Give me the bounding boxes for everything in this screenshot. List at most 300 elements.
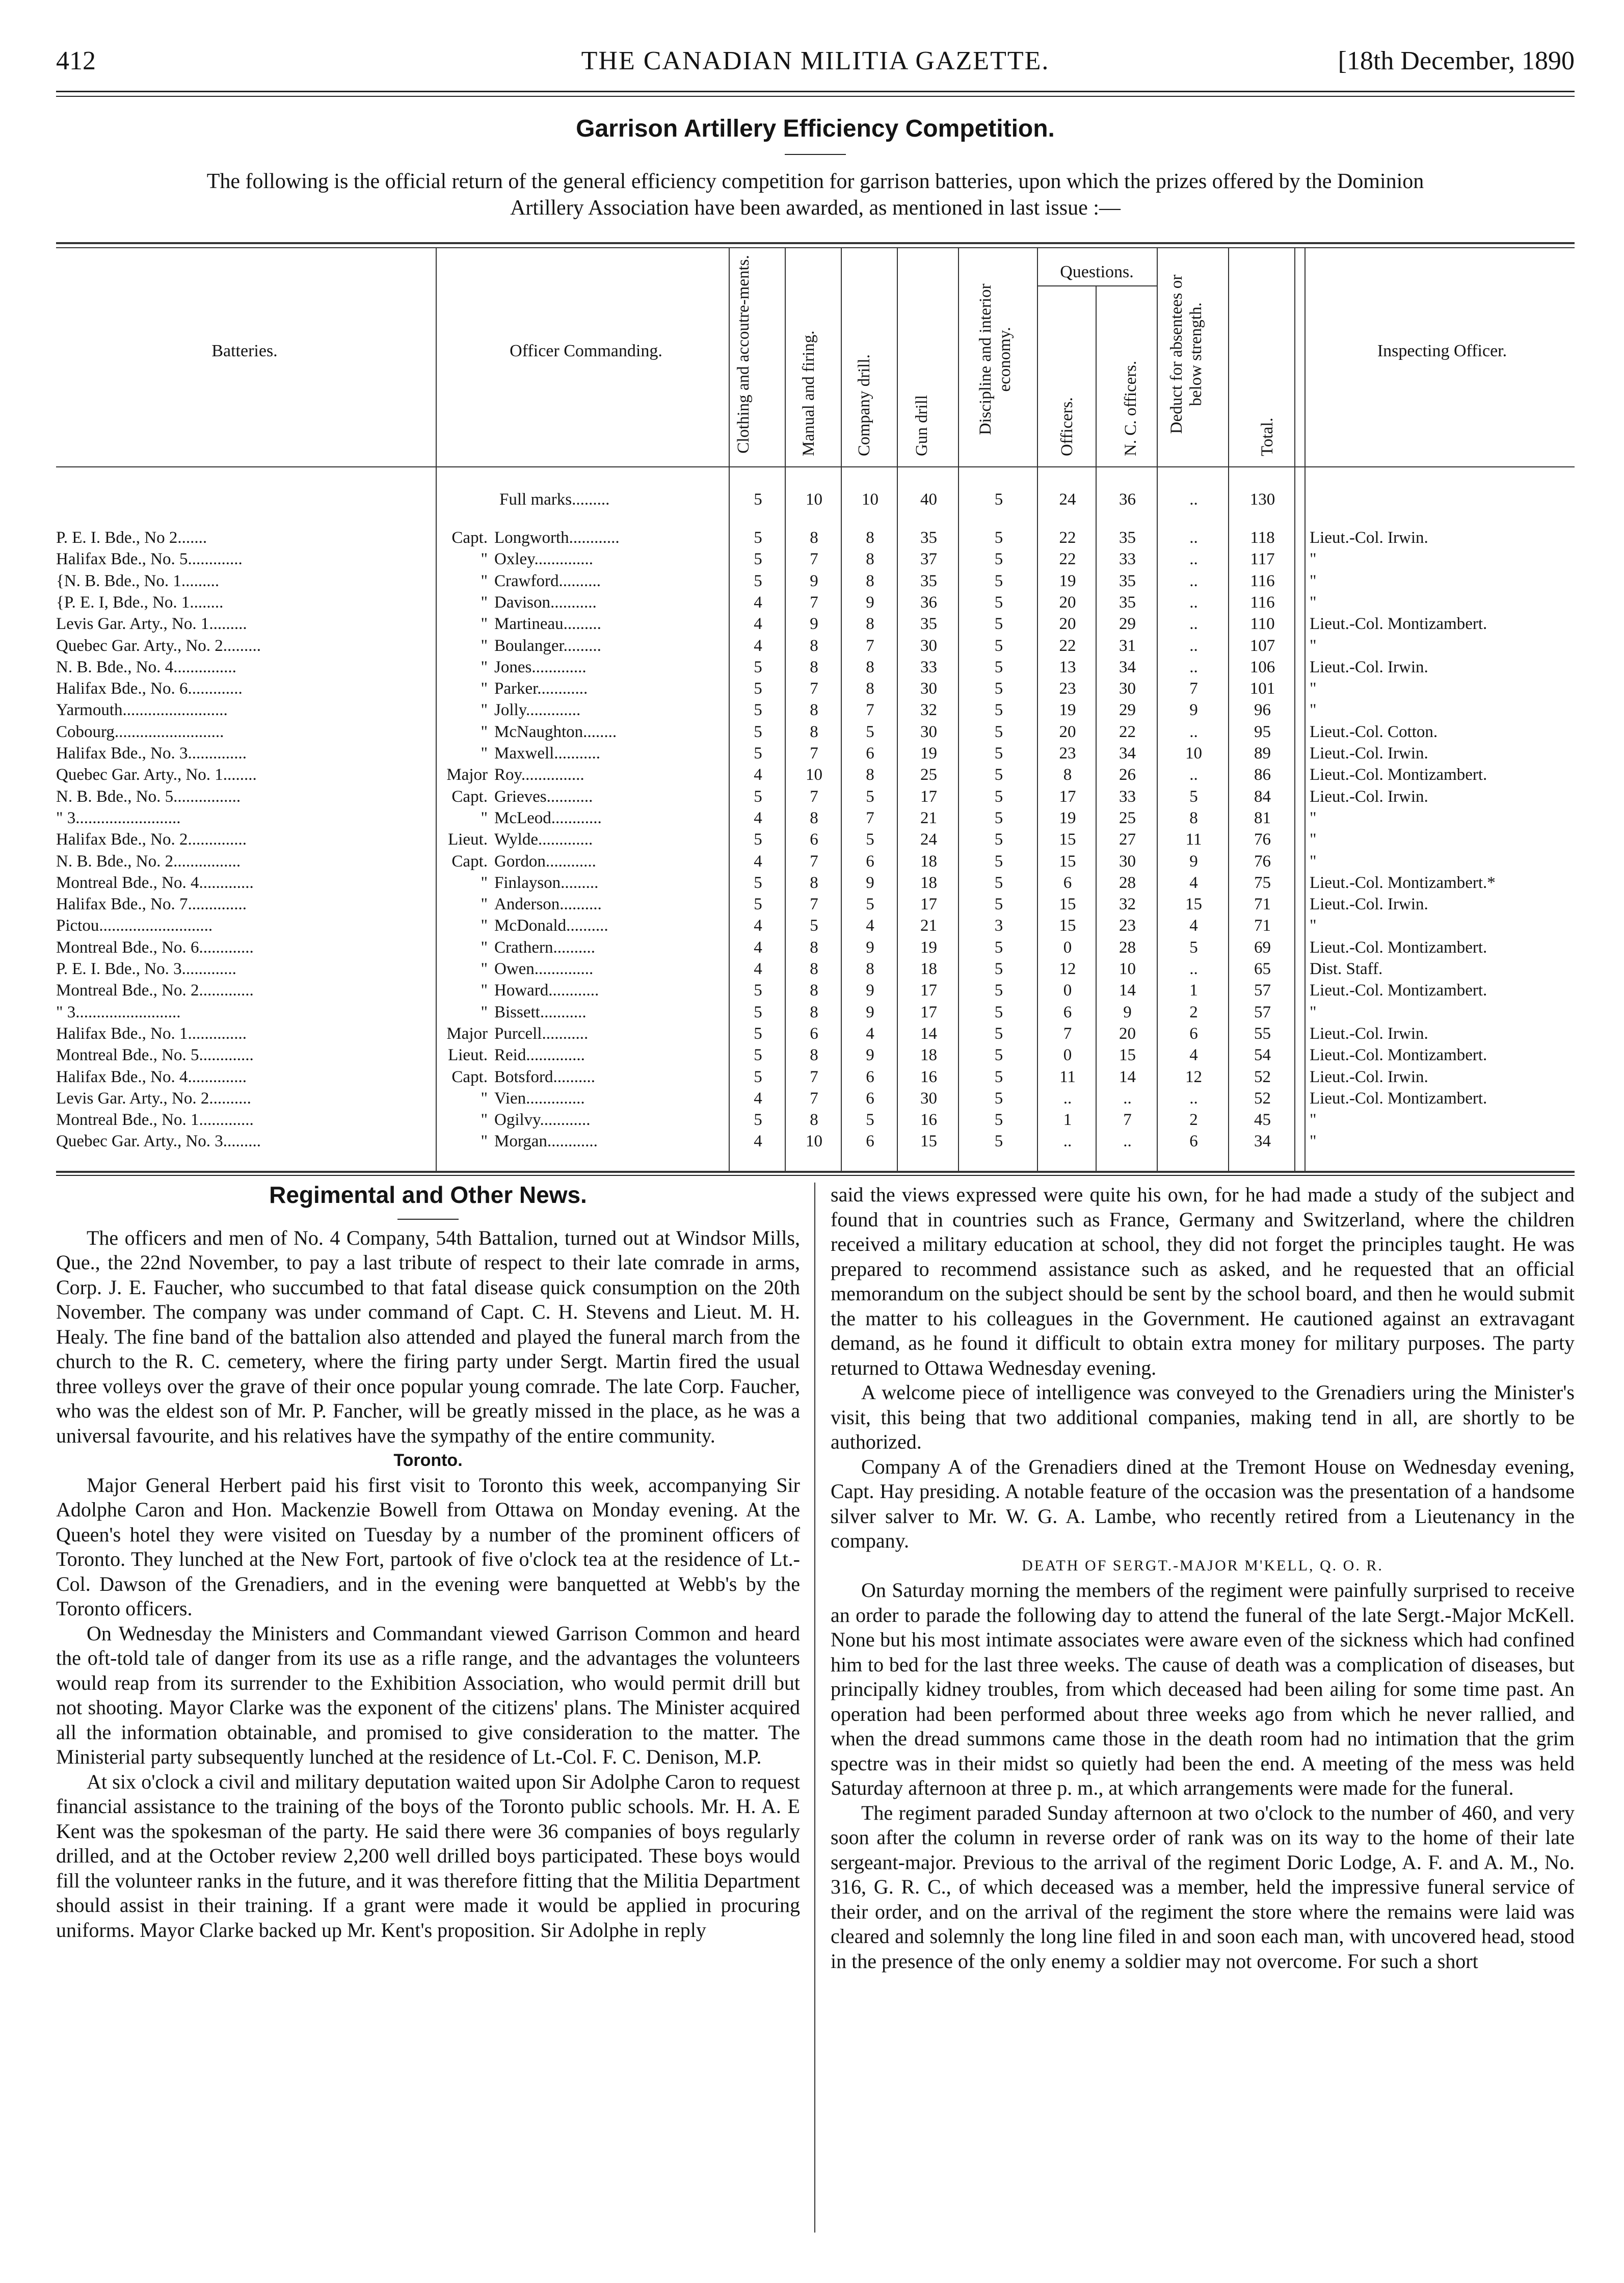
score-value: 7	[810, 679, 818, 698]
score-value: 15	[920, 1132, 937, 1151]
inspecting-officer: Dist. Staff.	[1310, 960, 1383, 978]
officer-name: Botsford..........	[494, 1067, 595, 1086]
header-officer: Officer Commanding.	[510, 342, 662, 360]
score-value: 8	[810, 636, 818, 655]
score-value: 4	[1189, 916, 1198, 935]
score-value: 96	[1254, 701, 1271, 720]
score-value: 9	[866, 1046, 874, 1065]
score-value: 5	[994, 938, 1003, 957]
score-value: 5	[754, 529, 762, 547]
score-value: 5	[994, 895, 1003, 914]
score-value: 5	[994, 701, 1003, 720]
full-marks-value: 24	[1059, 490, 1076, 509]
score-value: 5	[866, 722, 874, 741]
score-value: 8	[866, 529, 874, 547]
score-value: 22	[1119, 722, 1136, 741]
score-value: 4	[1189, 1046, 1198, 1065]
score-value: 81	[1254, 808, 1271, 827]
battery-name: N. B. Bde., No. 2................	[56, 852, 241, 871]
inspecting-officer: "	[1310, 679, 1317, 698]
battery-name: Yarmouth.........................	[56, 701, 228, 720]
table-row	[56, 1045, 1575, 1065]
score-value: 5	[754, 722, 762, 741]
score-value: 31	[1119, 636, 1136, 655]
score-value: 28	[1119, 873, 1136, 892]
score-value: 116	[1250, 593, 1275, 612]
score-value: 116	[1250, 571, 1275, 590]
battery-name: Pictou...........................	[56, 916, 213, 935]
score-value: 118	[1250, 529, 1275, 547]
officer-name: Roy...............	[494, 766, 584, 784]
score-value: 9	[866, 593, 874, 612]
score-value: 23	[1059, 679, 1076, 698]
officer-name: Purcell...........	[494, 1024, 589, 1043]
score-value: 5	[1189, 938, 1198, 957]
score-value: 5	[754, 787, 762, 806]
battery-name: Montreal Bde., No. 1.............	[56, 1111, 254, 1130]
score-value: 19	[1059, 571, 1076, 590]
score-value: ..	[1123, 1132, 1132, 1151]
score-value: 5	[754, 873, 762, 892]
news-paragraph: The regiment paraded Sunday afternoon at two o'clock to the number of 460, and very soon after the column in reverse order of rank was on its way to the home of their late sergeant-major. Previous to the arrival of the regiment Doric Lodge, A. F. and A. M., No. 316, G. R. C., of which deceased was a member, held the impressive funeral service of their order, and on the arrival of the regiment the store where the remains were laid was cleared and solemnly the long line filed in and soon each man, with uncovered head, stood in the presence of the only enemy a soldier may not overcome. For such a short	[831, 1801, 1575, 1973]
score-value: 21	[920, 808, 937, 827]
header-gun: Gun drill	[913, 395, 931, 456]
inspecting-officer: Lieut.-Col. Montizambert.	[1310, 766, 1487, 784]
header-rule-bottom	[56, 96, 1575, 97]
score-value: 76	[1254, 830, 1271, 849]
battery-name: Quebec Gar. Arty., No. 1........	[56, 766, 257, 784]
score-value: 19	[920, 938, 937, 957]
score-value: 15	[1059, 895, 1076, 914]
news-column-right	[831, 1183, 1575, 1974]
score-value: 5	[994, 1024, 1003, 1043]
score-value: 16	[920, 1111, 937, 1130]
score-value: 5	[994, 766, 1003, 784]
score-value: 4	[866, 916, 874, 935]
battery-name: Halifax Bde., No. 2..............	[56, 830, 247, 849]
score-value: 4	[754, 1132, 762, 1151]
score-value: 69	[1254, 938, 1271, 957]
score-value: 34	[1254, 1132, 1271, 1151]
score-value: 7	[1189, 679, 1198, 698]
score-value: 36	[920, 593, 937, 612]
officer-name: Vien..............	[494, 1089, 585, 1108]
score-value: 5	[754, 981, 762, 1000]
score-value: 7	[810, 895, 818, 914]
table-row	[56, 657, 1575, 677]
inspecting-officer: Lieut.-Col. Montizambert.	[1310, 1046, 1487, 1065]
inspecting-officer: Lieut.-Col. Irwin.	[1310, 1024, 1428, 1043]
score-value: 8	[810, 938, 818, 957]
table-top-rule	[56, 242, 1575, 244]
news-title: Regimental and Other News.	[269, 1182, 587, 1208]
full-marks-value: 10	[862, 490, 878, 509]
title-short-rule	[785, 154, 846, 155]
score-value: 5	[994, 529, 1003, 547]
battery-name: N. B. Bde., No. 4...............	[56, 658, 236, 676]
score-value: 84	[1254, 787, 1271, 806]
inspecting-officer: Lieut.-Col. Irwin.	[1310, 529, 1428, 547]
score-value: 35	[920, 571, 937, 590]
officer-name: Parker............	[494, 679, 588, 698]
score-value: 1	[1063, 1111, 1072, 1130]
score-value: 5	[754, 1024, 762, 1043]
score-value: ..	[1063, 1132, 1072, 1151]
officer-name: McDonald..........	[494, 916, 608, 935]
news-paragraph: Company A of the Grenadiers dined at the Tremont House on Wednesday evening, Capt. Hay presiding. A notable feature of the occasion was the presentation of a handsome silver salver to Mr. W. G. A. Lambe, who recently retired from a Lieutenancy in the company.	[831, 1455, 1575, 1552]
officer-rank: "	[481, 722, 488, 741]
battery-name: P. E. I. Bde., No 2.......	[56, 529, 207, 547]
score-value: 0	[1063, 938, 1072, 957]
table-row	[56, 549, 1575, 569]
score-value: 33	[920, 658, 937, 676]
table-row	[56, 1024, 1575, 1044]
score-value: 0	[1063, 981, 1072, 1000]
officer-rank: "	[481, 808, 488, 827]
officer-name: Reid..............	[494, 1046, 585, 1065]
table-row	[56, 786, 1575, 807]
score-value: 6	[810, 830, 818, 849]
score-value: 71	[1254, 916, 1271, 935]
score-value: ..	[1063, 1089, 1072, 1108]
score-value: 22	[1059, 529, 1076, 547]
inspecting-officer: Lieut.-Col. Irwin.	[1310, 658, 1428, 676]
score-value: 15	[1119, 1046, 1136, 1065]
score-value: 5	[994, 658, 1003, 676]
full-marks-value: 10	[806, 490, 822, 509]
score-value: 55	[1254, 1024, 1271, 1043]
score-value: ..	[1189, 593, 1198, 612]
score-value: 4	[866, 1024, 874, 1043]
score-value: 18	[920, 852, 937, 871]
score-value: 0	[1063, 1046, 1072, 1065]
score-value: 9	[866, 873, 874, 892]
score-value: 7	[866, 636, 874, 655]
battery-name: P. E. I. Bde., No. 3.............	[56, 960, 236, 978]
inspecting-officer: Lieut.-Col. Montizambert.	[1310, 615, 1487, 634]
score-value: 8	[1063, 766, 1072, 784]
header-nco-q: N. C. officers.	[1122, 360, 1140, 456]
officer-name: Boulanger.........	[494, 636, 601, 655]
competition-intro	[56, 168, 1575, 221]
score-value: 32	[1119, 895, 1136, 914]
score-value: 6	[1189, 1024, 1198, 1043]
score-value: 4	[754, 636, 762, 655]
score-value: 27	[1119, 830, 1136, 849]
score-value: 5	[754, 1067, 762, 1086]
inspecting-officer: "	[1310, 701, 1317, 720]
score-value: 10	[806, 766, 822, 784]
score-value: 25	[1119, 808, 1136, 827]
officer-rank: "	[481, 636, 488, 655]
section-rule	[56, 1175, 1575, 1176]
score-value: 17	[920, 787, 937, 806]
table-row	[56, 915, 1575, 936]
score-value: 7	[810, 1089, 818, 1108]
table-row	[56, 1088, 1575, 1109]
score-value: 3	[994, 916, 1003, 935]
score-value: 7	[810, 787, 818, 806]
header-total: Total.	[1258, 417, 1276, 456]
score-value: 95	[1254, 722, 1271, 741]
battery-name: Halifax Bde., No. 5.............	[56, 550, 243, 569]
table-row	[56, 1131, 1575, 1151]
inspecting-officer: Lieut.-Col. Montizambert.	[1310, 981, 1487, 1000]
score-value: 26	[1119, 766, 1136, 784]
officer-rank: "	[481, 593, 488, 612]
score-value: 5	[754, 658, 762, 676]
table-row	[56, 592, 1575, 613]
score-value: 57	[1254, 981, 1271, 1000]
score-value: 7	[1123, 1111, 1132, 1130]
score-value: 29	[1119, 701, 1136, 720]
score-value: 15	[1059, 916, 1076, 935]
battery-name: Quebec Gar. Arty., No. 3.........	[56, 1132, 261, 1151]
news-paragraph: Major General Herbert paid his first visit to Toronto this week, accompanying Sir Adolphe Caron and Hon. Mackenzie Bowell from Ottawa on Monday evening. At the Queen's hotel they were visited on Tuesday by a number of the prominent officers of Toronto. They lunched at the New Fort, partook of five o'clock tea at the residence of Lt.-Col. Dawson of the Grenadiers, and in the evening were banquetted at Webb's by the Toronto officers.	[56, 1473, 800, 1620]
score-value: 17	[920, 1003, 937, 1021]
full-marks-value: 5	[994, 490, 1003, 509]
score-value: 5	[994, 960, 1003, 978]
score-value: 2	[1189, 1003, 1198, 1021]
competition-title: Garrison Artillery Efficiency Competition.	[576, 115, 1055, 142]
score-value: 7	[810, 744, 818, 763]
header-company: Company drill.	[855, 354, 873, 456]
score-value: 30	[1119, 852, 1136, 871]
score-value: 106	[1249, 658, 1275, 676]
officer-name: Grieves...........	[494, 787, 593, 806]
score-value: 6	[866, 1067, 874, 1086]
score-value: 8	[810, 722, 818, 741]
table-row	[56, 894, 1575, 914]
officer-name: Gordon............	[494, 852, 596, 871]
officer-name: Oxley..............	[494, 550, 594, 569]
inspecting-officer: "	[1310, 571, 1317, 590]
battery-name: {P. E. I, Bde., No. 1........	[56, 593, 224, 612]
score-value: 9	[866, 1003, 874, 1021]
officer-rank: "	[481, 550, 488, 569]
score-value: 8	[866, 571, 874, 590]
score-value: 5	[994, 830, 1003, 849]
score-value: 22	[1059, 550, 1076, 569]
inspecting-officer: "	[1310, 1003, 1317, 1021]
score-value: 19	[920, 744, 937, 763]
journal-title: THE CANADIAN MILITIA GAZETTE.	[581, 46, 1050, 75]
score-value: 8	[810, 529, 818, 547]
score-value: 35	[920, 615, 937, 634]
score-value: 30	[920, 636, 937, 655]
score-value: ..	[1189, 722, 1198, 741]
score-value: 5	[866, 830, 874, 849]
score-value: 5	[754, 830, 762, 849]
news-paragraph: said the views expressed were quite his own, for he had made a study of the subject and found that in countries such as France, Germany and Switzerland, where the children received a military education at school, they did not forget the principles taught. He was prepared to recommend assistance such as asked, and he requested that an official memorandum on the subject should be sent by the school board, and then he would submit the matter to his colleagues in the Government. He cautioned against an extravagant demand, as he found it difficult to obtain extra money for military purposes. The party returned to Ottawa Wednesday evening.	[831, 1183, 1575, 1379]
table-row	[56, 765, 1575, 785]
inspecting-officer: "	[1310, 1111, 1317, 1130]
score-value: 75	[1254, 873, 1271, 892]
battery-name: Halifax Bde., No. 7..............	[56, 895, 247, 914]
score-value: 9	[810, 571, 818, 590]
table-row	[56, 528, 1575, 548]
score-value: ..	[1189, 1089, 1198, 1108]
score-value: 8	[866, 766, 874, 784]
header-officers-q: Officers.	[1058, 397, 1076, 456]
officer-name: Morgan............	[494, 1132, 598, 1151]
score-value: 30	[920, 679, 937, 698]
battery-name: Cobourg..........................	[56, 722, 224, 741]
table-row	[56, 722, 1575, 742]
full-marks-value: 130	[1249, 490, 1275, 509]
table-row	[56, 700, 1575, 720]
score-value: 101	[1249, 679, 1275, 698]
issue-date: [18th December, 1890	[1338, 46, 1575, 75]
score-value: 107	[1249, 636, 1275, 655]
score-value: 21	[920, 916, 937, 935]
score-value: 65	[1254, 960, 1271, 978]
officer-name: Bissett...........	[494, 1003, 587, 1021]
news-paragraph: On Wednesday the Ministers and Commandant viewed Garrison Common and heard the oft-told tale of danger from its use as a rifle range, and the advantages the volunteers would reap from its surrender to the Exhibition Association, who would permit drill but not shooting. Mayor Clarke was the exponent of the citizens' plans. The Minister acquired all the information obtainable, and promised to give consideration to the matter. The Ministerial party subsequently lunched at the residence of Lt.-Col. F. C. Denison, M.P.	[56, 1621, 800, 1768]
score-value: ..	[1189, 960, 1198, 978]
inspecting-officer: Lieut.-Col. Montizambert.	[1310, 938, 1487, 957]
officer-name: Anderson..........	[494, 895, 602, 914]
questions-rule	[1037, 285, 1157, 286]
score-value: 5	[866, 1111, 874, 1130]
score-value: 4	[754, 1089, 762, 1108]
battery-name: Montreal Bde., No. 5.............	[56, 1046, 254, 1065]
inspecting-officer: "	[1310, 636, 1317, 655]
death-heading: DEATH OF SERGT.-MAJOR M'KELL, Q. O. R.	[1022, 1557, 1383, 1574]
score-value: 34	[1119, 744, 1136, 763]
officer-rank: "	[481, 938, 488, 957]
battery-name: Levis Gar. Arty., No. 1.........	[56, 615, 247, 634]
score-value: 8	[810, 658, 818, 676]
score-value: 8	[866, 658, 874, 676]
battery-name: Halifax Bde., No. 1..............	[56, 1024, 247, 1043]
officer-rank: "	[481, 981, 488, 1000]
officer-rank: "	[481, 895, 488, 914]
officer-rank: Major	[446, 766, 488, 784]
table-row	[56, 873, 1575, 893]
score-value: 24	[920, 830, 937, 849]
score-value: 20	[1059, 722, 1076, 741]
battery-name: Montreal Bde., No. 2.............	[56, 981, 254, 1000]
score-value: 7	[810, 550, 818, 569]
score-value: 6	[866, 1089, 874, 1108]
officer-rank: Lieut.	[448, 830, 488, 849]
score-value: 6	[866, 744, 874, 763]
intro-line-2: Artillery Association have been awarded, as mentioned in last issue :—	[510, 196, 1121, 220]
score-value: 9	[1189, 852, 1198, 871]
officer-name: Longworth............	[494, 529, 620, 547]
intro-line-1: The following is the official return of the general efficiency competition for garrison batteries, upon which the prizes offered by the Dominion	[206, 170, 1424, 193]
officer-rank: "	[481, 571, 488, 590]
officer-rank: Capt.	[451, 787, 488, 806]
officer-rank: Lieut.	[448, 1046, 488, 1065]
score-value: 110	[1250, 615, 1275, 634]
score-value: ..	[1189, 529, 1198, 547]
news-paragraph: The officers and men of No. 4 Company, 54th Battalion, turned out at Windsor Mills, Que., the 22nd November, to pay a last tribute of respect to their late comrade in arms, Corp. J. E. Faucher, who succumbed to that fatal disease quick consumption on the 20th November. The company was under command of Capt. C. H. Stevens and Lieut. M. H. Healy. The fine band of the battalion also attended and played the funeral march from the church to the R. C. cemetery, where the firing party under Sergt. Martin fired the usual three volleys over the grave of their once popular young comrade. The late Corp. Faucher, who was the eldest son of Mr. P. Fancher, will be greatly missed in the place, as he was a universal favourite, and his relatives have the sympathy of the entire community.	[56, 1226, 800, 1447]
officer-rank: "	[481, 658, 488, 676]
table-row	[56, 1110, 1575, 1130]
battery-name: " 3.........................	[56, 1003, 181, 1021]
news-paragraph: A welcome piece of intelligence was conveyed to the Grenadiers uring the Minister's visit, this being that two additional companies, making tend in all, are shortly to be authorized.	[831, 1381, 1575, 1453]
score-value: 32	[920, 701, 937, 720]
officer-name: Crawford..........	[494, 571, 601, 590]
score-value: 5	[994, 981, 1003, 1000]
header-batteries: Batteries.	[211, 342, 278, 360]
inspecting-officer: Lieut.-Col. Montizambert.*	[1310, 873, 1496, 892]
officer-rank: "	[481, 1111, 488, 1130]
battery-name: " 3.........................	[56, 808, 181, 827]
score-value: 10	[1185, 744, 1202, 763]
page-number: 412	[56, 46, 96, 75]
full-marks-value: 40	[920, 490, 937, 509]
score-value: 4	[754, 960, 762, 978]
score-value: 8	[866, 679, 874, 698]
score-value: 5	[994, 550, 1003, 569]
score-value: 8	[866, 550, 874, 569]
score-value: 23	[1119, 916, 1136, 935]
officer-name: Owen..............	[494, 960, 594, 978]
score-value: 54	[1254, 1046, 1271, 1065]
header-inspecting: Inspecting Officer.	[1377, 342, 1507, 360]
table-row	[56, 851, 1575, 872]
score-value: 8	[866, 960, 874, 978]
score-value: 4	[754, 938, 762, 957]
score-value: 5	[994, 722, 1003, 741]
score-value: 5	[754, 1003, 762, 1021]
score-value: 4	[754, 593, 762, 612]
inspecting-officer: "	[1310, 852, 1317, 871]
score-value: 5	[754, 895, 762, 914]
news-paragraph: On Saturday morning the members of the regiment were painfully surprised to receive an order to parade the following day to attend the funeral of the late Sergt.-Major McKell. None but his most intimate associates were aware even of the sickness which had confined him to bed for the last three weeks. The cause of death was a complication of diseases, but principally kidney troubles, from which deceased had been ailing for some time past. An operation had been performed about three weeks ago from which he never rallied, and when the dread summons came those in the death room had no intimation that the grim spectre was in their midst so quietly had been the end. A meeting of the mess was held Saturday afternoon at three p. m., at which arrangements were made for the funeral.	[831, 1579, 1575, 1799]
score-value: 33	[1119, 787, 1136, 806]
table-row	[56, 614, 1575, 634]
score-value: 15	[1185, 895, 1202, 914]
score-value: 5	[994, 852, 1003, 871]
score-value: 7	[1063, 1024, 1072, 1043]
score-value: 25	[920, 766, 937, 784]
officer-rank: Major	[446, 1024, 488, 1043]
officer-name: McLeod............	[494, 808, 602, 827]
score-value: 7	[866, 808, 874, 827]
officer-name: Martineau.........	[494, 615, 601, 634]
score-value: ..	[1189, 766, 1198, 784]
officer-name: Crathern..........	[494, 938, 595, 957]
score-value: 34	[1119, 658, 1136, 676]
officer-rank: "	[481, 615, 488, 634]
inspecting-officer: Lieut.-Col. Irwin.	[1310, 1067, 1428, 1086]
score-value: 30	[920, 1089, 937, 1108]
score-value: 5	[994, 615, 1003, 634]
score-value: ..	[1189, 658, 1198, 676]
score-value: 5	[994, 593, 1003, 612]
score-value: 37	[920, 550, 937, 569]
score-value: 12	[1185, 1067, 1202, 1086]
table-row	[56, 959, 1575, 979]
battery-name: {N. B. Bde., No. 1.........	[56, 571, 220, 590]
table-row	[56, 808, 1575, 828]
officer-rank: "	[481, 1003, 488, 1021]
officer-name: Davison...........	[494, 593, 597, 612]
score-value: ..	[1123, 1089, 1132, 1108]
score-value: 5	[994, 636, 1003, 655]
score-value: 12	[1059, 960, 1076, 978]
officer-name: Howard............	[494, 981, 599, 1000]
score-value: 4	[1189, 873, 1198, 892]
score-value: 6	[1063, 1003, 1072, 1021]
score-value: 10	[1119, 960, 1136, 978]
score-value: 5	[994, 744, 1003, 763]
officer-rank: "	[481, 1089, 488, 1108]
